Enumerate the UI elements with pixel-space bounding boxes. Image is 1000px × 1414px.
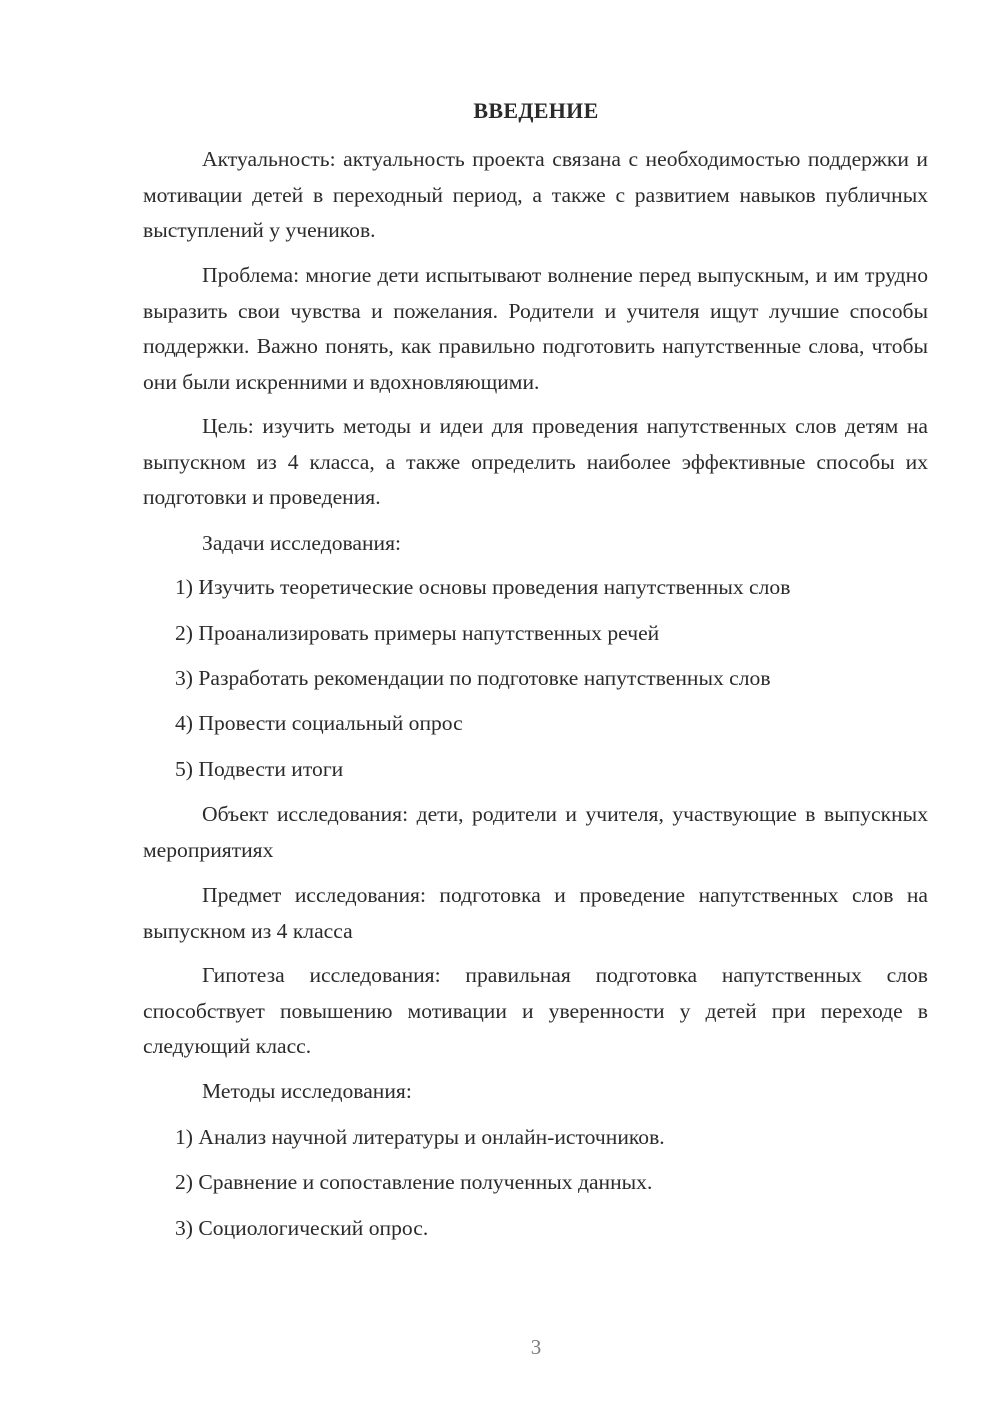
relevance-paragraph: Актуальность: актуальность проекта связана с необходимостью поддержки и мотивации детей в переходный период, а также с развитием навыков публичных выступлений у учеников.	[143, 147, 928, 242]
task-item: 3) Разработать рекомендации по подготовке напутственных слов	[175, 666, 771, 690]
method-item: 1) Анализ научной литературы и онлайн-источников.	[175, 1125, 665, 1149]
task-item: 1) Изучить теоретические основы проведения напутственных слов	[175, 575, 791, 599]
task-item: 4) Провести социальный опрос	[175, 711, 463, 735]
task-item: 5) Подвести итоги	[175, 757, 344, 781]
section-title: ВВЕДЕНИЕ	[473, 98, 599, 123]
goal-paragraph: Цель: изучить методы и идеи для проведения напутственных слов детям на выпускном из 4 класса, а также определить наиболее эффективные способы их подготовки и проведения.	[143, 414, 928, 509]
task-item: 2) Проанализировать примеры напутственных речей	[175, 621, 660, 645]
hypothesis-paragraph: Гипотеза исследования: правильная подготовка напутственных слов способствует повышению мотивации и уверенности у детей при переходе в следующий класс.	[143, 963, 928, 1058]
method-item: 2) Сравнение и сопоставление полученных данных.	[175, 1170, 653, 1194]
tasks-heading: Задачи исследования:	[202, 531, 402, 555]
problem-paragraph: Проблема: многие дети испытывают волнение перед выпускным, и им трудно выразить свои чувства и пожелания. Родители и учителя ищут лучшие способы поддержки. Важно понять, как правильно подготовить напутственные слова, чтобы они были искренними и вдохновляющими.	[143, 263, 928, 394]
object-paragraph: Объект исследования: дети, родители и учителя, участвующие в выпускных мероприятиях	[143, 802, 928, 862]
page-number: 3	[530, 1335, 542, 1359]
method-item: 3) Социологический опрос.	[175, 1216, 429, 1240]
methods-heading: Методы исследования:	[202, 1079, 412, 1103]
subject-paragraph: Предмет исследования: подготовка и проведение напутственных слов на выпускном из 4 класса	[143, 883, 928, 943]
